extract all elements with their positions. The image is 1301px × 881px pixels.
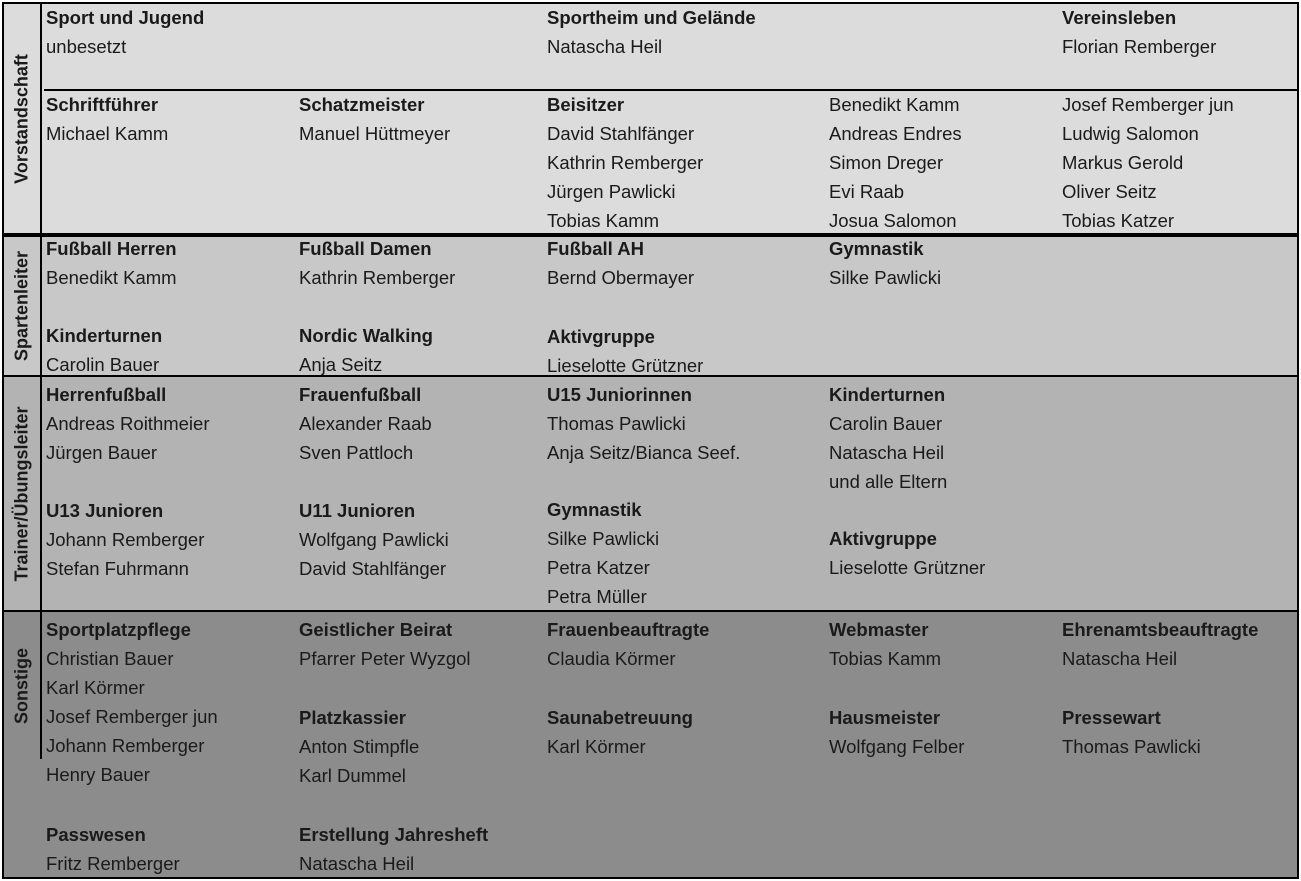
person-name: Anja Seitz/Bianca Seef. — [547, 442, 741, 463]
section-label — [4, 612, 42, 759]
section-label-text: Sonstige — [11, 647, 32, 724]
role-title: U15 Juniorinnen — [547, 384, 692, 405]
person-name: Josef Remberger jun — [1062, 94, 1234, 115]
person-name: Wolfgang Felber — [829, 736, 965, 757]
person-name: Florian Remberger — [1062, 36, 1217, 57]
role-cell — [1062, 615, 1258, 673]
section-label-text: Vorstandschaft — [11, 53, 32, 184]
role-cell — [299, 90, 450, 148]
person-name: Christian Bauer — [46, 648, 174, 669]
person-name: David Stahlfänger — [547, 123, 695, 144]
role-cell — [829, 703, 964, 761]
person-name: Oliver Seitz — [1062, 181, 1157, 202]
role-title: Schriftführer — [46, 94, 159, 115]
role-title: Schatzmeister — [299, 94, 425, 115]
role-cell — [547, 615, 709, 673]
person-name: Thomas Pawlicki — [547, 413, 686, 434]
role-cell — [547, 380, 740, 467]
role-cell — [547, 3, 756, 61]
role-cell — [829, 615, 941, 673]
section-label — [4, 4, 42, 233]
person-name: unbesetzt — [46, 36, 127, 57]
role-cell — [46, 3, 204, 61]
role-title: Saunabetreuung — [547, 707, 693, 728]
role-cell — [547, 495, 659, 611]
person-name: Wolfgang Pawlicki — [299, 529, 449, 550]
role-title: Passwesen — [46, 824, 146, 845]
role-cell — [829, 380, 947, 496]
role-title: Kinderturnen — [46, 325, 163, 346]
role-title: Frauenfußball — [299, 384, 422, 405]
person-name: Bernd Obermayer — [547, 267, 695, 288]
person-name: und alle Eltern — [829, 471, 948, 492]
role-cell — [547, 234, 694, 292]
role-cell — [46, 234, 177, 292]
role-title: Geistlicher Beirat — [299, 619, 453, 640]
person-name: Simon Dreger — [829, 152, 944, 173]
role-cell — [1062, 703, 1201, 761]
person-name: Andreas Endres — [829, 123, 962, 144]
person-name: Fritz Remberger — [46, 853, 180, 874]
role-cell — [46, 90, 168, 148]
person-name: Natascha Heil — [299, 853, 415, 874]
role-title: Sportplatzpflege — [46, 619, 191, 640]
person-name: Kathrin Remberger — [547, 152, 704, 173]
person-name: Johann Remberger — [46, 735, 205, 756]
role-cell — [299, 820, 488, 878]
person-name: Josef Remberger jun — [46, 706, 218, 727]
person-name: Karl Körmer — [46, 677, 145, 698]
role-title: Pressewart — [1062, 707, 1161, 728]
person-name: Tobias Katzer — [1062, 210, 1175, 231]
role-title: Hausmeister — [829, 707, 941, 728]
section-label — [4, 377, 42, 610]
role-title: Nordic Walking — [299, 325, 433, 346]
role-title: Herrenfußball — [46, 384, 167, 405]
person-name: Benedikt Kamm — [46, 267, 177, 288]
person-name: Karl Körmer — [547, 736, 646, 757]
person-name: Petra Katzer — [547, 557, 650, 578]
person-name: Claudia Körmer — [547, 648, 676, 669]
role-title: Sport und Jugend — [46, 7, 205, 28]
role-title: Fußball Herren — [46, 238, 177, 259]
role-title: Gymnastik — [829, 238, 924, 259]
role-cell — [46, 820, 180, 878]
role-title: Fußball Damen — [299, 238, 432, 259]
role-cell — [299, 380, 432, 467]
person-name: Henry Bauer — [46, 764, 150, 785]
role-cell — [829, 234, 941, 292]
person-name: Josua Salomon — [829, 210, 957, 231]
role-title: Fußball AH — [547, 238, 644, 259]
person-name: Markus Gerold — [1062, 152, 1184, 173]
person-name: Petra Müller — [547, 586, 647, 607]
role-cell — [299, 496, 449, 583]
role-title: Platzkassier — [299, 707, 406, 728]
role-title: Ehrenamtsbeauftragte — [1062, 619, 1259, 640]
role-cell — [547, 90, 703, 235]
person-name: Natascha Heil — [829, 442, 945, 463]
person-name: Karl Dummel — [299, 765, 406, 786]
person-name: Alexander Raab — [299, 413, 432, 434]
person-name: Johann Remberger — [46, 529, 205, 550]
role-cell — [299, 703, 419, 790]
person-name: Thomas Pawlicki — [1062, 736, 1201, 757]
person-name: Silke Pawlicki — [547, 528, 660, 549]
person-name: Natascha Heil — [547, 36, 663, 57]
role-cell — [829, 524, 985, 582]
role-title: Frauenbeauftragte — [547, 619, 710, 640]
role-title: Vereinsleben — [1062, 7, 1177, 28]
person-name: Pfarrer Peter Wyzgol — [299, 648, 471, 669]
section-label — [4, 237, 42, 375]
role-cell — [299, 234, 455, 292]
role-cell — [829, 90, 962, 235]
person-name: Benedikt Kamm — [829, 94, 960, 115]
person-name: Andreas Roithmeier — [46, 413, 210, 434]
role-cell — [46, 496, 204, 583]
role-cell — [299, 321, 433, 379]
person-name: Silke Pawlicki — [829, 267, 942, 288]
person-name: Anton Stimpfle — [299, 736, 420, 757]
role-title: Sportheim und Gelände — [547, 7, 756, 28]
person-name: Tobias Kamm — [829, 648, 942, 669]
person-name: Stefan Fuhrmann — [46, 558, 189, 579]
role-title: Webmaster — [829, 619, 929, 640]
role-title: Erstellung Jahresheft — [299, 824, 489, 845]
role-cell — [1062, 3, 1216, 61]
person-name: Michael Kamm — [46, 123, 169, 144]
role-title: Aktivgruppe — [547, 326, 655, 347]
section-label-text: Trainer/Übungsleiter — [11, 405, 32, 582]
role-title: U13 Junioren — [46, 500, 164, 521]
role-title: Beisitzer — [547, 94, 625, 115]
person-name: Carolin Bauer — [829, 413, 943, 434]
section-label-text: Spartenleiter — [11, 250, 32, 362]
role-title: Aktivgruppe — [829, 528, 937, 549]
role-cell — [46, 321, 162, 379]
person-name: Manuel Hüttmeyer — [299, 123, 451, 144]
role-cell — [547, 322, 703, 380]
person-name: Ludwig Salomon — [1062, 123, 1199, 144]
role-title: Kinderturnen — [829, 384, 946, 405]
person-name: Sven Pattloch — [299, 442, 414, 463]
person-name: Natascha Heil — [1062, 648, 1178, 669]
role-title: Gymnastik — [547, 499, 642, 520]
person-name: Lieselotte Grützner — [829, 557, 986, 578]
person-name: Jürgen Bauer — [46, 442, 158, 463]
person-name: Anja Seitz — [299, 354, 383, 375]
person-name: Kathrin Remberger — [299, 267, 456, 288]
person-name: Carolin Bauer — [46, 354, 160, 375]
role-cell — [299, 615, 471, 673]
person-name: David Stahlfänger — [299, 558, 447, 579]
person-name: Jürgen Pawlicki — [547, 181, 676, 202]
role-cell — [547, 703, 693, 761]
person-name: Tobias Kamm — [547, 210, 660, 231]
role-cell — [1062, 90, 1234, 235]
role-cell — [46, 380, 210, 467]
role-title: U11 Junioren — [299, 500, 416, 521]
person-name: Evi Raab — [829, 181, 905, 202]
person-name: Lieselotte Grützner — [547, 355, 704, 376]
role-cell — [46, 615, 218, 789]
